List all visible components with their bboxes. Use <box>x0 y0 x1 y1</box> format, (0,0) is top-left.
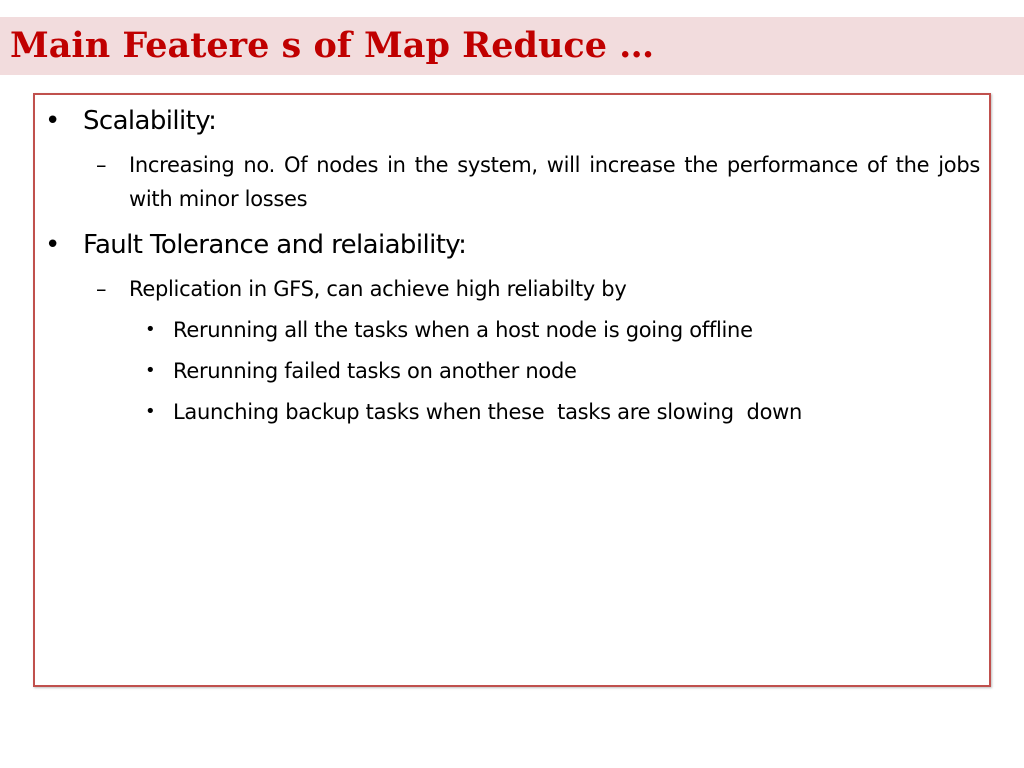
bullet-text: Scalability: <box>83 106 217 136</box>
subbullet-replication <box>96 272 980 306</box>
bullet-scalability <box>45 104 945 138</box>
subsubbullet-text: Launching backup tasks when these tasks are slowing down <box>173 400 802 424</box>
subsubbullet-launching-backup <box>145 395 975 429</box>
subsubbullet-rerunning-failed <box>145 354 975 388</box>
bullet-marker: • <box>45 106 60 136</box>
subbullet-text: Increasing no. Of nodes in the system, will increase the performance of the jobs with minor losses <box>129 153 980 211</box>
subbullet-text: Replication in GFS, can achieve high reliabilty by <box>129 277 627 301</box>
bullet-fault-tolerance <box>45 228 945 262</box>
slide-title: Main Featere s of Map Reduce … <box>10 25 655 66</box>
bullet-marker: • <box>145 360 156 381</box>
dash-marker: – <box>96 277 107 301</box>
bullet-marker: • <box>145 401 156 422</box>
subsubbullet-text: Rerunning failed tasks on another node <box>173 359 577 383</box>
bullet-text: Fault Tolerance and relaiability: <box>83 230 467 260</box>
bullet-marker: • <box>145 319 156 340</box>
subsubbullet-rerunning-all <box>145 313 975 347</box>
dash-marker: – <box>96 153 107 177</box>
bullet-marker: • <box>45 230 60 260</box>
subsubbullet-text: Rerunning all the tasks when a host node is going offline <box>173 318 753 342</box>
subbullet-increasing-nodes <box>96 148 980 216</box>
